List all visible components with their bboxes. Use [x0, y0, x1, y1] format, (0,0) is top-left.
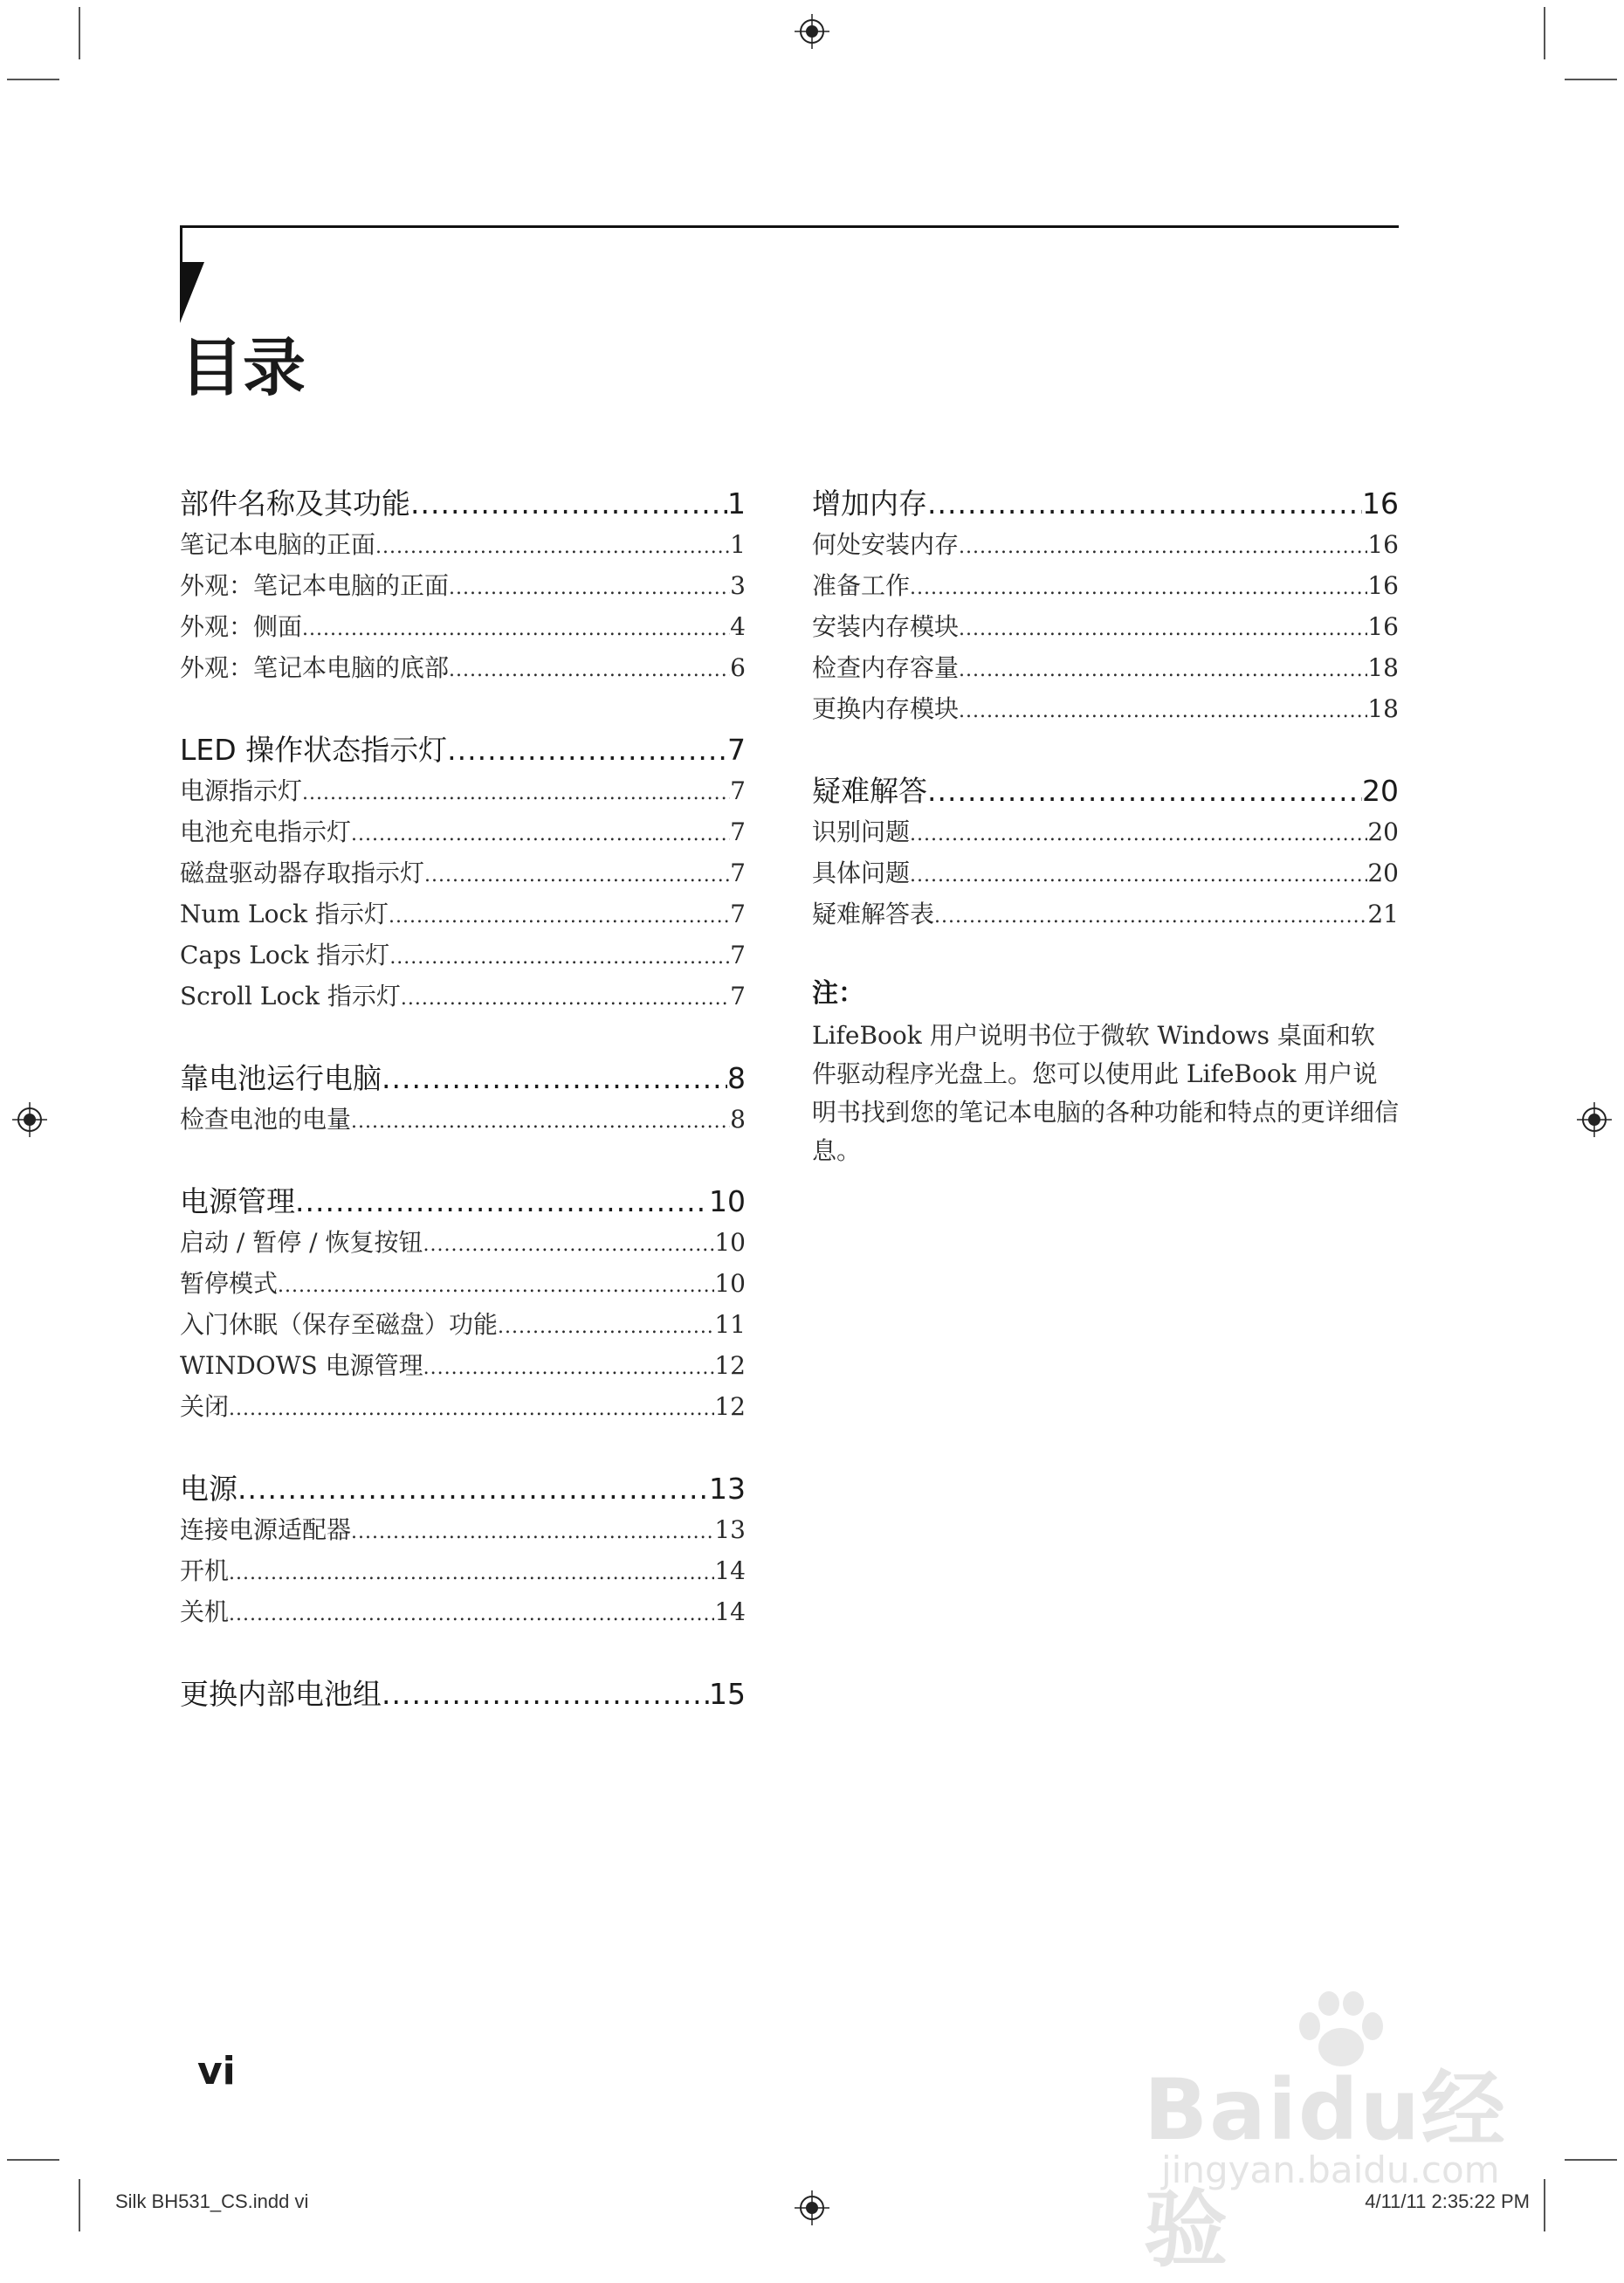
toc-item-page: 8: [730, 1105, 746, 1134]
toc-item-link[interactable]: [180, 1224, 746, 1265]
toc-item-page: 7: [730, 776, 746, 805]
toc-item-page: 18: [1367, 694, 1399, 723]
toc-item-label: 关闭: [180, 1392, 230, 1421]
crop-mark-top-left-v: [79, 7, 80, 59]
toc-item-label: 连接电源适配器: [180, 1515, 352, 1544]
toc-item-link[interactable]: [812, 608, 1399, 649]
toc-item-link[interactable]: [180, 936, 746, 977]
toc-item-link[interactable]: [180, 977, 746, 1018]
note-heading: 注：: [812, 978, 864, 1009]
toc-heading-page: 15: [709, 1677, 746, 1711]
toc-item-link[interactable]: [180, 1593, 746, 1634]
toc-item-link[interactable]: [180, 1347, 746, 1388]
toc-section: [812, 482, 1399, 731]
dot-leader: [351, 816, 730, 854]
toc-section: [812, 769, 1399, 936]
toc-heading-page: 16: [1362, 486, 1399, 521]
crop-mark-bottom-left-v: [79, 2179, 80, 2231]
toc-item-page: 3: [730, 571, 746, 600]
toc-item-link[interactable]: [180, 1388, 746, 1429]
toc-item-link[interactable]: [180, 1511, 746, 1552]
note-box: [812, 975, 1399, 1170]
toc-item-page: 18: [1367, 653, 1399, 682]
footer-file-info: Silk BH531_CS.indd vi: [115, 2190, 309, 2212]
dot-leader: [910, 816, 1367, 854]
dot-leader: [423, 1226, 714, 1265]
dot-leader: [498, 1308, 714, 1347]
toc-item-page: 4: [730, 612, 746, 641]
toc-item-page: 13: [714, 1515, 746, 1544]
registration-mark-bottom-icon: [795, 2190, 829, 2225]
toc-heading-link[interactable]: [812, 482, 1399, 526]
toc-item-label: 电池充电指示灯: [180, 817, 352, 846]
toc-heading-link[interactable]: [180, 1467, 746, 1511]
toc-item-label: 电源指示灯: [180, 776, 303, 805]
toc-section: [180, 1467, 746, 1634]
toc-item-link[interactable]: [180, 813, 746, 854]
dot-leader: [910, 857, 1367, 895]
toc-heading-link[interactable]: [180, 1180, 746, 1224]
dot-leader: [449, 569, 730, 608]
toc-item-label: Caps Lock 指示灯: [180, 941, 390, 969]
crop-mark-bottom-right-h: [1565, 2159, 1617, 2161]
toc-item-label: 更换内存模块: [812, 694, 960, 723]
toc-heading-link[interactable]: [812, 769, 1399, 813]
toc-item-page: 16: [1367, 530, 1399, 559]
toc-item-link[interactable]: [812, 567, 1399, 608]
dot-leader: [295, 1180, 709, 1224]
toc-section: [180, 1057, 746, 1142]
toc-item-label: 疑难解答表: [812, 900, 935, 928]
toc-item-label: 暂停模式: [180, 1269, 279, 1298]
toc-item-page: 11: [714, 1310, 746, 1339]
toc-item-label: 入门休眠（保存至磁盘）功能: [180, 1310, 499, 1339]
toc-item-link[interactable]: [180, 567, 746, 608]
toc-item-link[interactable]: [180, 895, 746, 936]
toc-item-label: 准备工作: [812, 571, 911, 600]
toc-item-link[interactable]: [180, 854, 746, 895]
page-number: vi: [197, 2049, 236, 2093]
crop-mark-top-right-h: [1565, 79, 1617, 80]
toc-item-link[interactable]: [812, 895, 1399, 936]
toc-item-label: 具体问题: [812, 859, 911, 887]
dot-leader: [410, 482, 727, 526]
toc-item-link[interactable]: [180, 1306, 746, 1347]
toc-item-page: 7: [730, 859, 746, 887]
toc-item-label: 外观：笔记本电脑的正面: [180, 571, 450, 600]
toc-heading-label: 电源: [180, 1472, 237, 1506]
title-rule: [180, 225, 1399, 228]
toc-item-label: 外观：笔记本电脑的底部: [180, 653, 450, 682]
toc-item-label: 何处安装内存: [812, 530, 960, 559]
toc-heading-page: 7: [727, 733, 746, 767]
toc-item-link[interactable]: [180, 1265, 746, 1306]
toc-item-link[interactable]: [812, 649, 1399, 690]
toc-item-page: 14: [714, 1556, 746, 1585]
dot-leader: [237, 1467, 709, 1511]
toc-item-label: 检查电池的电量: [180, 1105, 352, 1134]
toc-heading-page: 20: [1362, 774, 1399, 808]
toc-item-label: 笔记本电脑的正面: [180, 530, 376, 559]
toc-item-label: WINDOWS 电源管理: [180, 1351, 423, 1380]
dot-leader: [229, 1596, 714, 1634]
dot-leader: [351, 1514, 714, 1552]
toc-heading-label: 部件名称及其功能: [180, 486, 410, 521]
registration-mark-right-icon: [1577, 1102, 1612, 1137]
dot-leader: [302, 610, 730, 649]
toc-heading-link[interactable]: [180, 1057, 746, 1100]
toc-item-page: 20: [1367, 859, 1399, 887]
dot-leader: [229, 1390, 714, 1429]
crop-mark-top-left-h: [7, 79, 59, 80]
toc-item-label: Num Lock 指示灯: [180, 900, 389, 928]
dot-leader: [389, 939, 730, 977]
dot-leader: [278, 1267, 714, 1306]
toc-item-page: 1: [730, 530, 746, 559]
toc-item-page: 7: [730, 817, 746, 846]
toc-heading-link[interactable]: [180, 1673, 746, 1716]
toc-heading-page: 1: [727, 486, 746, 521]
toc-item-page: 16: [1367, 612, 1399, 641]
registration-mark-top-icon: [795, 14, 829, 49]
toc-section: [180, 1673, 746, 1716]
toc-heading-label: 更换内部电池组: [180, 1677, 382, 1711]
toc-item-label: 外观：侧面: [180, 612, 303, 641]
registration-mark-left-icon: [12, 1102, 47, 1137]
dot-leader: [959, 693, 1367, 731]
page-title: 目录: [180, 331, 306, 404]
toc-item-link[interactable]: [180, 1100, 746, 1142]
toc-left-column: [180, 482, 746, 1755]
toc-item-link[interactable]: [812, 854, 1399, 895]
toc-item-page: 10: [714, 1228, 746, 1257]
toc-heading-page: 8: [727, 1061, 746, 1095]
toc-heading-label: 靠电池运行电脑: [180, 1061, 382, 1095]
toc-item-page: 21: [1367, 900, 1399, 928]
toc-heading-label: 电源管理: [180, 1184, 295, 1218]
toc-item-page: 10: [714, 1269, 746, 1298]
toc-item-link[interactable]: [180, 1552, 746, 1593]
toc-item-label: 检查内存容量: [812, 653, 960, 682]
footer-timestamp: 4/11/11 2:35:22 PM: [1365, 2190, 1530, 2212]
toc-heading-label: 增加内存: [812, 486, 927, 521]
toc-section: [180, 1180, 746, 1429]
toc-item-label: 磁盘驱动器存取指示灯: [180, 859, 425, 887]
dot-leader: [351, 1103, 730, 1142]
toc-heading-label: LED 操作状态指示灯: [180, 733, 448, 767]
toc-section: [180, 728, 746, 1018]
toc-item-label: 启动 / 暂停 / 恢复按钮: [180, 1228, 423, 1257]
toc-item-link[interactable]: [180, 649, 746, 690]
toc-item-page: 7: [730, 900, 746, 928]
note-text: LifeBook 用户说明书位于微软 Windows 桌面和软件驱动程序光盘上。您可以使用此 LifeBook 用户说明书找到您的笔记本电脑的各种功能和特点的更详细信息。: [812, 1021, 1400, 1165]
watermark-text: Baidu经验: [1144, 2061, 1507, 2279]
dot-leader: [449, 652, 730, 690]
toc-item-page: 7: [730, 941, 746, 969]
toc-item-page: 12: [714, 1351, 746, 1380]
toc-item-label: 关机: [180, 1597, 230, 1626]
dot-leader: [959, 610, 1367, 649]
toc-item-page: 7: [730, 982, 746, 1010]
toc-right-column: [812, 482, 1399, 1170]
toc-heading-link[interactable]: [180, 728, 746, 772]
toc-item-link[interactable]: [812, 526, 1399, 567]
dot-leader: [229, 1555, 714, 1593]
toc-item-label: 开机: [180, 1556, 230, 1585]
crop-mark-top-right-v: [1544, 7, 1545, 59]
toc-item-link[interactable]: [180, 608, 746, 649]
toc-heading-label: 疑难解答: [812, 774, 927, 808]
title-wedge-icon: [180, 262, 204, 323]
toc-item-page: 20: [1367, 817, 1399, 846]
toc-item-page: 6: [730, 653, 746, 682]
toc-heading-page: 13: [709, 1472, 746, 1506]
dot-leader: [389, 898, 730, 936]
dot-leader: [927, 482, 1362, 526]
dot-leader: [302, 775, 730, 813]
toc-item-label: Scroll Lock 指示灯: [180, 982, 401, 1010]
toc-item-link[interactable]: [812, 690, 1399, 731]
toc-item-label: 安装内存模块: [812, 612, 960, 641]
dot-leader: [447, 728, 727, 772]
toc-section: [180, 482, 746, 690]
dot-leader: [910, 569, 1367, 608]
toc-item-page: 12: [714, 1392, 746, 1421]
toc-item-link[interactable]: [812, 813, 1399, 854]
toc-heading-page: 10: [709, 1184, 746, 1218]
toc-item-link[interactable]: [180, 772, 746, 813]
toc-item-page: 14: [714, 1597, 746, 1626]
dot-leader: [959, 528, 1367, 567]
dot-leader: [401, 980, 730, 1018]
toc-item-page: 16: [1367, 571, 1399, 600]
dot-leader: [382, 1673, 709, 1716]
toc-item-link[interactable]: [180, 526, 746, 567]
dot-leader: [423, 1349, 715, 1388]
dot-leader: [927, 769, 1362, 813]
watermark-url: jingyan.baidu.com: [1161, 2149, 1500, 2191]
dot-leader: [382, 1057, 727, 1100]
dot-leader: [375, 528, 730, 567]
dot-leader: [934, 898, 1367, 936]
dot-leader: [959, 652, 1367, 690]
toc-heading-link[interactable]: [180, 482, 746, 526]
toc-item-label: 识别问题: [812, 817, 911, 846]
crop-mark-bottom-left-h: [7, 2159, 59, 2161]
dot-leader: [424, 857, 730, 895]
